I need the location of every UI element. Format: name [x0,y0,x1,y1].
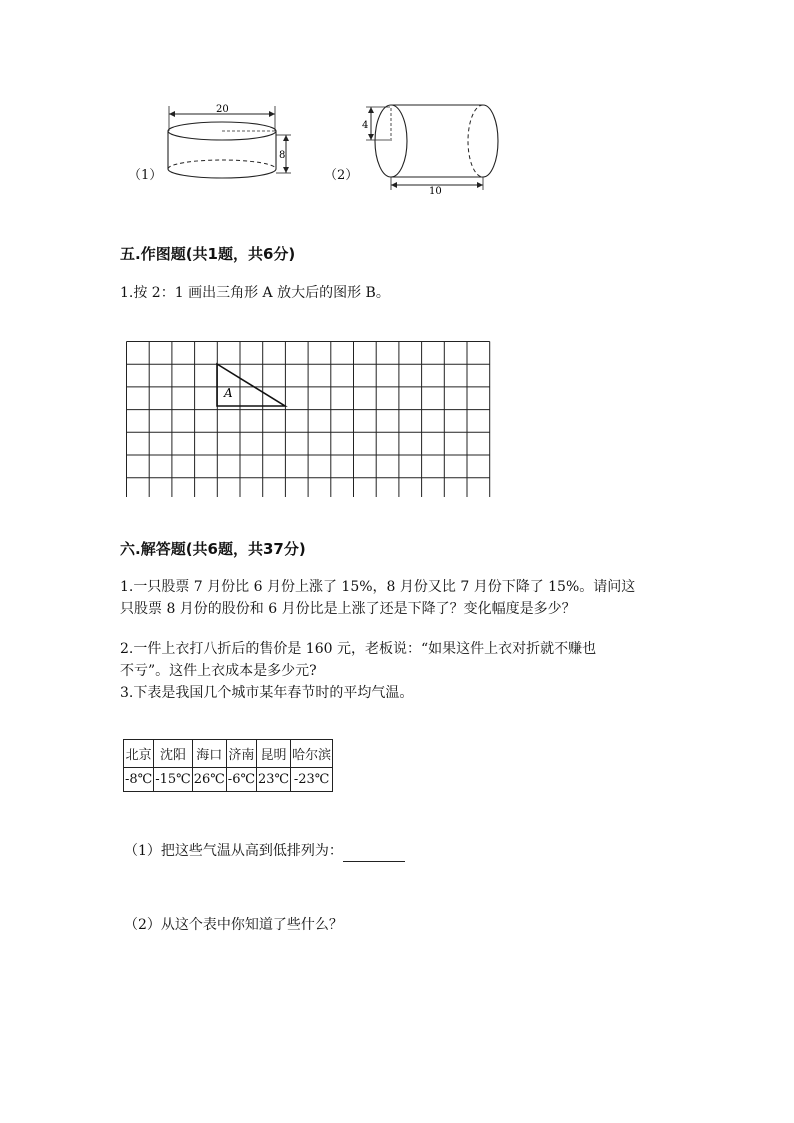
table-cell: 沈阳 [154,740,192,768]
right-ellipse-front [483,105,498,177]
cylinder1-diagram [158,98,298,194]
question1-line2: 只股票 8 月份的股份和 6 月份比是上涨了还是下降了？变化幅度是多少？ [120,601,576,617]
right-ellipse-back [468,105,483,177]
diameter-label: 20 [216,104,229,115]
table-cell: -6℃ [226,768,256,792]
table-cell: 北京 [124,740,154,768]
question1-line1: 1.一只股票 7 月份比 6 月份上涨了 15%，8 月份又比 7 月份下降了 15%。请问这 [120,579,636,595]
drawing-grid [124,339,492,497]
temperature-table [123,739,333,792]
triangle-a-label: A [224,386,233,400]
table-cell: 哈尔滨 [291,740,333,768]
bottom-ellipse-front [168,169,276,178]
bottom-ellipse-back [168,160,276,169]
table-cell: 昆明 [257,740,291,768]
table-cell: 23℃ [257,768,291,792]
answer-blank[interactable] [343,847,405,862]
section6-question2 [120,638,596,704]
sub-question1 [124,840,405,862]
radius-label: 4 [362,120,369,131]
table-cell: -8℃ [124,768,154,792]
figure1-label: （1） [128,168,163,183]
section6-question1 [120,576,635,620]
table-cell: 海口 [192,740,226,768]
section5-title: 五.作图题(共1题，共6分) [120,245,296,263]
figure2-label: （2） [324,168,359,183]
table-cell: -23℃ [291,768,333,792]
length-label: 10 [429,186,442,197]
question2-line2: 不亏”。这件上衣成本是多少元? [120,663,317,679]
table-row-cities [124,740,333,768]
table-cell: 济南 [226,740,256,768]
height-label: 8 [279,150,286,161]
table-row-temps [124,768,333,792]
section6-title: 六.解答题(共6题，共37分) [120,540,306,558]
cylinder2-diagram [358,98,508,198]
question3-text: 3.下表是我国几个城市某年春节时的平均气温。 [120,685,414,701]
section5-question1: 1.按 2：1 画出三角形 A 放大后的图形 B。 [120,285,390,301]
table-cell: -15℃ [154,768,192,792]
sub-question1-text: （1）把这些气温从高到低排列为： [124,843,343,859]
sub-question2: （2）从这个表中你知道了些什么？ [124,917,343,933]
question2-line1: 2.一件上衣打八折后的售价是 160 元，老板说：“如果这件上衣对折就不赚也 [120,641,597,657]
table-cell: 26℃ [192,768,226,792]
